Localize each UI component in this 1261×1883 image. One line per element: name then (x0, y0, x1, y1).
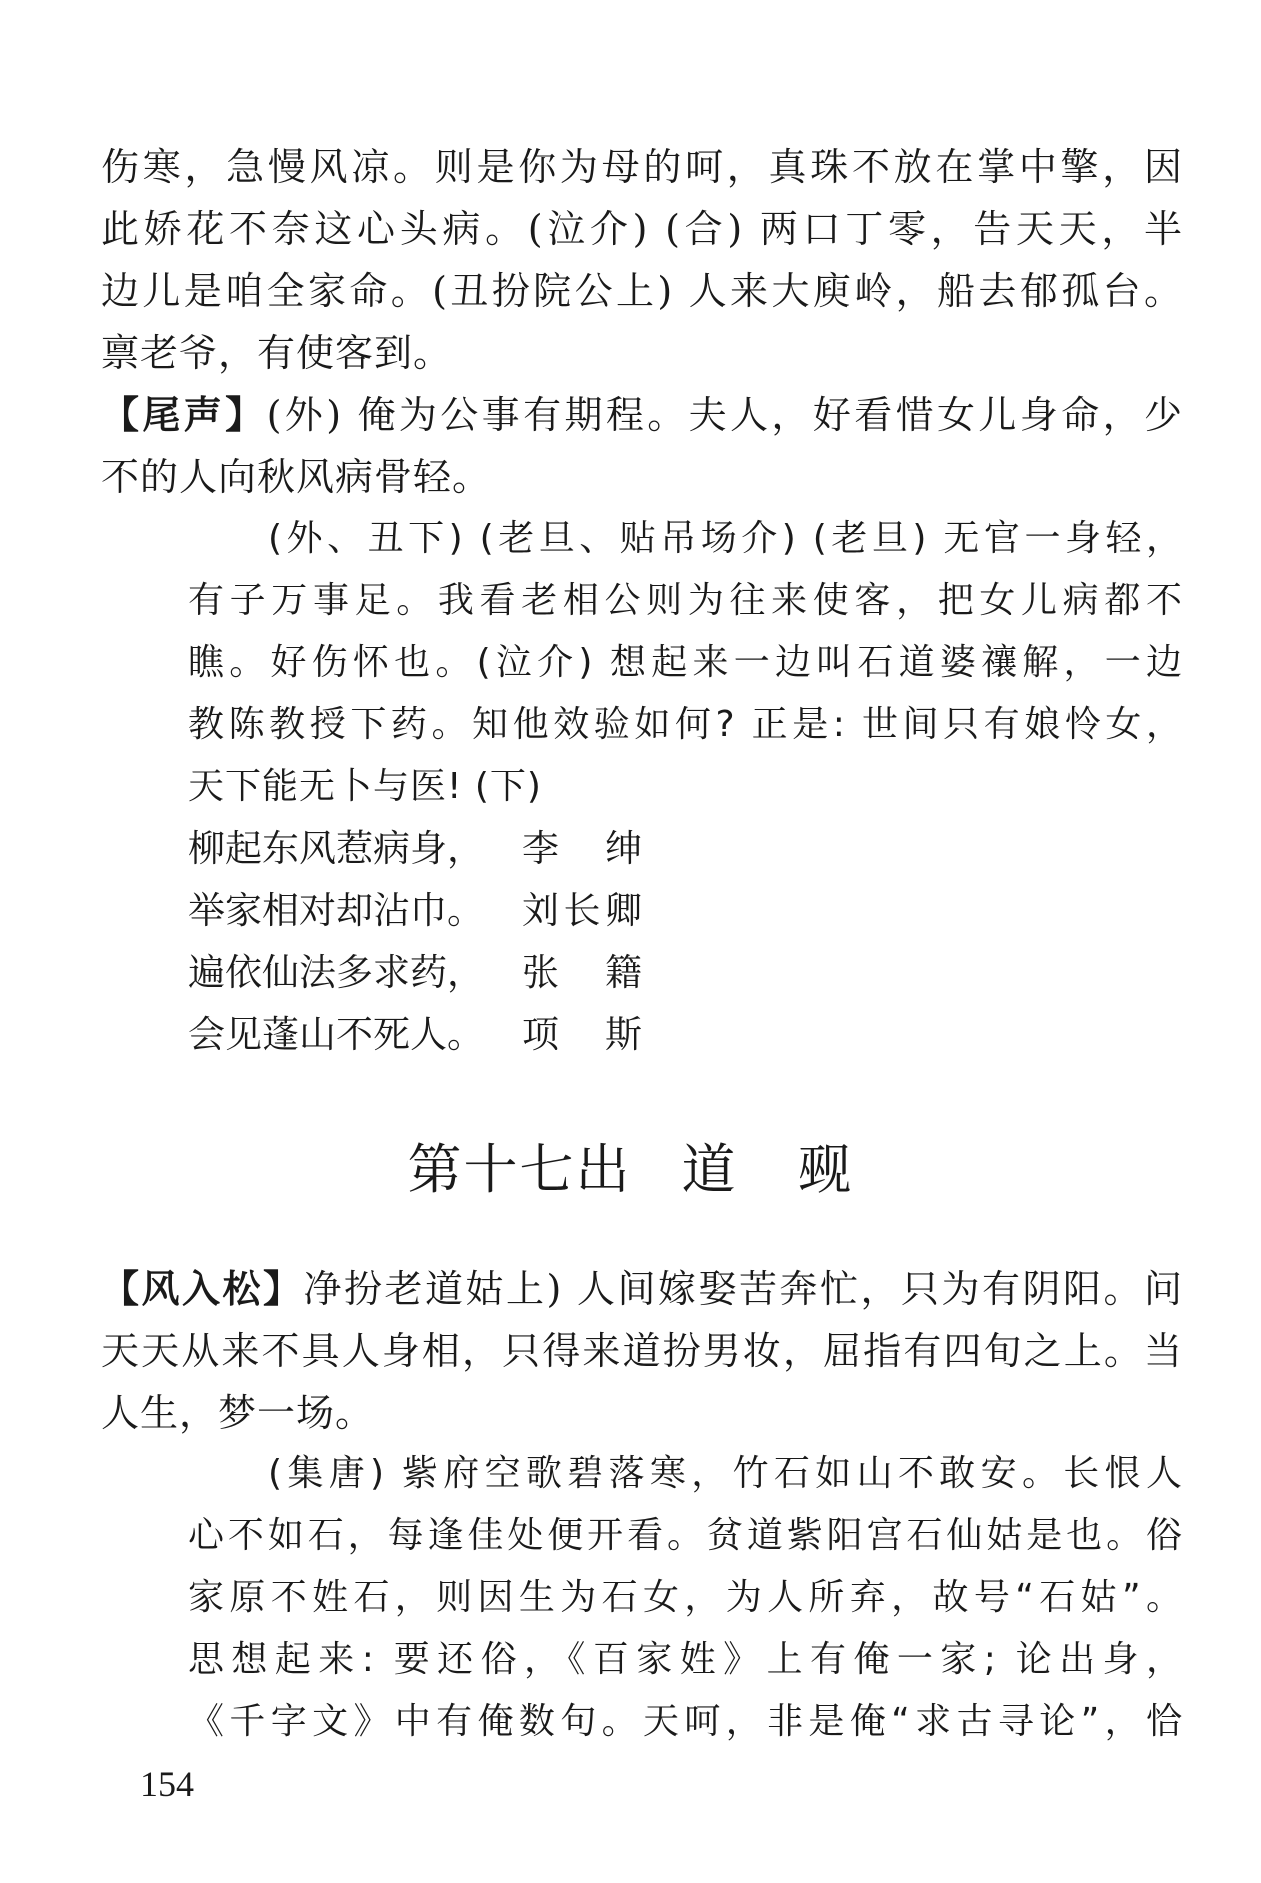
poem-line (188, 880, 1183, 942)
text-line: 天天从来不具人身相，只得来道扮男妆，屈指有四旬之上。当 (101, 1329, 1183, 1373)
song-line (101, 1258, 1183, 1320)
dialogue-block-1 (188, 508, 1183, 818)
chapter-number: 第十七出 (407, 1138, 632, 1201)
poem-author: 项斯 (522, 1013, 642, 1056)
page-number: 154 (140, 1764, 194, 1804)
text-line: 天下能无卜与医! (下) (188, 766, 542, 807)
text-line: 家原不姓石，则因生为石女，为人所弃，故号“石姑”。 (188, 1577, 1183, 1618)
prose-block-2 (101, 1258, 1183, 1444)
poem-line (188, 1004, 1183, 1066)
song-tag: 【风入松】 (101, 1267, 304, 1311)
text-line: (集唐) 紫府空歌碧落寒，竹石如山不敢安。长恨人 (268, 1453, 1183, 1494)
text-line: 瞧。好伤怀也。(泣介) 想起来一边叫石道婆禳解，一边 (188, 642, 1183, 683)
poem-verse: 会见蓬山不死人。 (188, 1013, 484, 1056)
text-line: 人生，梦一场。 (101, 1391, 375, 1435)
dialogue-block-2 (188, 1443, 1183, 1753)
coda-line-text: (外) 俺为公事有期程。夫人，好看惜女儿身命，少 (266, 393, 1183, 437)
text-line: 思想起来: 要还俗，《百家姓》上有俺一家; 论出身， (188, 1639, 1183, 1680)
text-line: 教陈教授下药。知他效验如何? 正是: 世间只有娘怜女， (188, 704, 1183, 745)
text-line: 伤寒，急慢风凉。则是你为母的呵，真珠不放在掌中擎，因 (101, 145, 1183, 189)
chapter-title-char: 觋 (797, 1138, 854, 1201)
poem-line (188, 942, 1183, 1004)
poem-line (188, 818, 1183, 880)
poem-block (188, 818, 1183, 1066)
text-line: 此娇花不奈这心头病。(泣介) (合) 两口丁零，告天天，半 (101, 207, 1183, 251)
prose-block-1 (101, 136, 1183, 508)
poem-author: 刘长卿 (522, 889, 642, 932)
coda-line (101, 384, 1183, 446)
poem-verse: 遍依仙法多求药， (188, 951, 484, 994)
text-line: 边儿是咱全家命。(丑扮院公上) 人来大庾岭，船去郁孤台。 (101, 269, 1183, 313)
text-line: 禀老爷，有使客到。 (101, 331, 453, 375)
text-line: 有子万事足。我看老相公则为往来使客，把女儿病都不 (188, 580, 1183, 621)
text-line: 心不如石，每逢佳处便开看。贫道紫阳宫石仙姑是也。俗 (188, 1515, 1183, 1556)
coda-tag: 【尾声】 (101, 393, 267, 437)
chapter-heading (0, 1130, 1261, 1210)
text-line: (外、丑下) (老旦、贴吊场介) (老旦) 无官一身轻， (268, 518, 1183, 559)
text-line: 《千字文》中有俺数句。天呵，非是俺“求古寻论”，恰 (188, 1701, 1183, 1742)
poem-verse: 柳起东风惹病身， (188, 827, 484, 870)
poem-author: 张籍 (522, 951, 642, 994)
poem-author: 李绅 (522, 827, 642, 870)
poem-verse: 举家相对却沾巾。 (188, 889, 484, 932)
song-line-text: 净扮老道姑上) 人间嫁娶苦奔忙，只为有阴阳。问 (303, 1267, 1183, 1311)
text-line: 不的人向秋风病骨轻。 (101, 455, 492, 499)
chapter-title-char: 道 (681, 1138, 738, 1201)
